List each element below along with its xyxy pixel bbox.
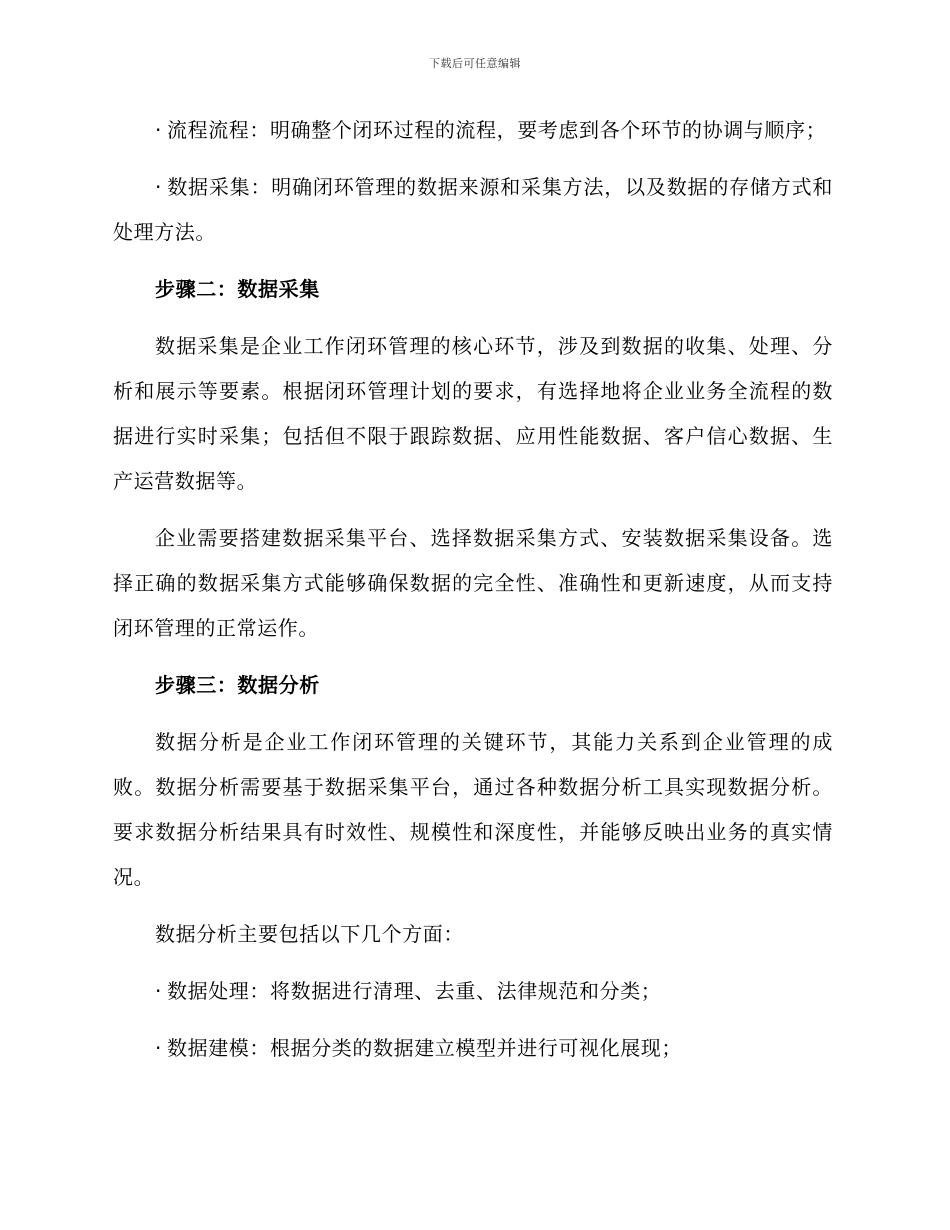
page-header-note: 下载后可任意编辑: [429, 57, 521, 70]
bullet-mark: ·: [155, 979, 162, 1003]
bullet-text: 数据处理：将数据进行清理、去重、法律规范和分类；: [167, 979, 662, 1003]
bullet-text: 流程流程：明确整个闭环过程的流程，要考虑到各个环节的协调与顺序；: [167, 118, 827, 142]
bullet-mark: ·: [155, 118, 162, 142]
bullet-text: 数据建模：根据分类的数据建立模型并进行可视化展现；: [167, 1036, 682, 1060]
bullet-mark: ·: [155, 175, 162, 199]
bullet-item-process: [113, 108, 833, 153]
body-paragraph: 数据分析主要包括以下几个方面：: [155, 922, 464, 946]
document-body: [113, 108, 833, 1083]
section-heading-step-three: 步骤三：数据分析: [155, 673, 320, 697]
bullet-mark: ·: [155, 1036, 162, 1060]
section-heading-step-two: 步骤二：数据采集: [155, 277, 320, 301]
body-paragraph: 企业需要搭建数据采集平台、选择数据采集方式、安装数据采集设备。选择正确的数据采集方式能够确保数据的完全性、准确性和更新速度，从而支持闭环管理的正常运作。: [113, 526, 833, 640]
bullet-item-data-modeling: [113, 1026, 833, 1071]
bullet-item-data-processing: [113, 969, 833, 1014]
body-paragraph: 数据分析是企业工作闭环管理的关键环节，其能力关系到企业管理的成败。数据分析需要基于数据采集平台，通过各种数据分析工具实现数据分析。要求数据分析结果具有时效性、规模性和深度性，并能够反映出业务的真实情况。: [113, 730, 833, 889]
body-paragraph: 数据采集是企业工作闭环管理的核心环节，涉及到数据的收集、处理、分析和展示等要素。根据闭环管理计划的要求，有选择地将企业业务全流程的数据进行实时采集；包括但不限于跟踪数据、应用性能数据、客户信心数据、生产运营数据等。: [113, 334, 833, 493]
bullet-item-data-collection: [113, 165, 833, 255]
bullet-text: 数据采集：明确闭环管理的数据来源和采集方法，以及数据的存储方式和处理方法。: [113, 175, 833, 244]
